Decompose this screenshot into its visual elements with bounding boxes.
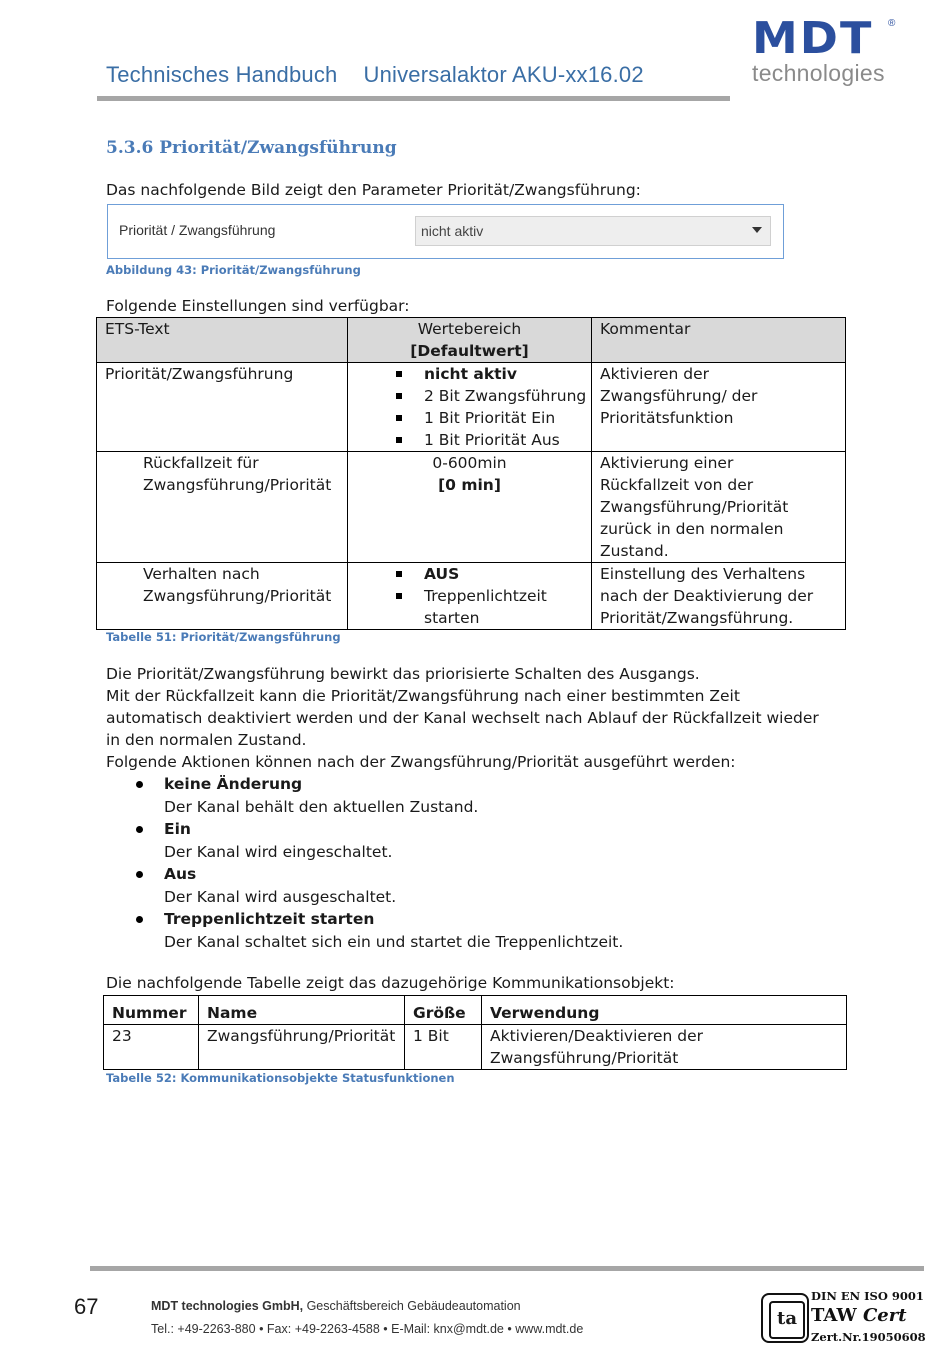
cell-nummer: 23 [104,1025,199,1070]
row-comment: Einstellung des Verhaltens nach der Deaktivierung der Priorität/Zwangsführung. [592,563,846,630]
table-row [97,363,846,452]
body-text-block [106,663,826,953]
option-item: 2 Bit Zwangsführung [396,385,591,407]
cert-standard: DIN EN ISO 9001 [811,1289,924,1303]
row-comment: Aktivierung einer Rückfallzeit von der Zwangsführung/Priorität zurück in den normalen Zustand. [592,452,846,563]
header-range-line1: Wertebereich [417,320,522,338]
row-ets-text: Rückfallzeit für Zwangsführung/Priorität [97,452,348,563]
header-groesse: Größe [405,996,482,1025]
header-name: Name [199,996,405,1025]
list-item [106,863,826,908]
cert-issuer [811,1305,907,1326]
list-item [106,818,826,863]
action-title: keine Änderung [164,775,303,793]
action-desc: Der Kanal wird eingeschaltet. [164,842,393,861]
action-title: Ein [164,820,191,838]
table-row [97,563,846,630]
header-ets-text: ETS-Text [97,318,348,363]
option-item: AUS [396,563,551,585]
section-intro: Das nachfolgende Bild zeigt den Parameter Priorität/Zwangsführung: [106,181,641,199]
cell-verwendung: Aktivieren/Deaktivieren der Zwangsführung/Priorität [482,1025,847,1070]
action-desc: Der Kanal behält den aktuellen Zustand. [164,797,479,816]
actions-list [106,773,826,953]
doc-title: Technisches Handbuch [106,62,338,87]
cert-issuer-name: TAW [811,1305,857,1326]
settings-table-caption: Tabelle 51: Priorität/Zwangsführung [106,630,341,644]
footer-rule [90,1266,924,1271]
footer-company [151,1299,521,1313]
header-rule [97,96,730,101]
row-ets-text: Verhalten nach Zwangsführung/Priorität [97,563,348,630]
settings-intro: Folgende Einstellungen sind verfügbar: [106,297,410,315]
logo-subtitle: technologies [752,60,885,86]
cert-number: Zert.Nr.19050608 [811,1330,926,1344]
paragraph: Folgende Aktionen können nach der Zwangsführung/Priorität ausgeführt werden: [106,753,736,771]
logo-mark: MDT [752,12,874,64]
header-nummer: Nummer [104,996,199,1025]
option-item: nicht aktiv [396,363,591,385]
row-comment: Aktivieren der Zwangsführung/ der Prioritätsfunktion [592,363,846,452]
parameter-figure [107,204,784,259]
option-item: 1 Bit Priorität Aus [396,429,591,451]
action-title: Aus [164,865,197,883]
action-desc: Der Kanal schaltet sich ein und startet die Treppenlichtzeit. [164,932,624,951]
header-verwendung: Verwendung [482,996,847,1025]
list-item [106,773,826,818]
parameter-dropdown-value: nicht aktiv [421,223,484,239]
table-header-row [104,996,847,1025]
parameter-dropdown[interactable] [415,216,771,246]
cell-groesse: 1 Bit [405,1025,482,1070]
company-division: Geschäftsbereich Gebäudeautomation [303,1299,521,1313]
option-item: 1 Bit Priorität Ein [396,407,591,429]
objects-table [103,995,847,1070]
row-range [348,452,592,563]
chevron-down-icon[interactable] [752,227,762,233]
cert-issuer-suffix: Cert [862,1305,907,1326]
registered-mark: ® [888,18,896,29]
parameter-label: Priorität / Zwangsführung [119,222,276,238]
table-header-row [97,318,846,363]
footer-contact: Tel.: +49-2263-880 • Fax: +49-2263-4588 • E-Mail: knx@mdt.de • www.mdt.de [151,1322,584,1336]
range-value: 0-600min [432,454,507,472]
action-title: Treppenlichtzeit starten [164,910,375,928]
header-comment: Kommentar [592,318,846,363]
paragraph: Mit der Rückfallzeit kann die Priorität/Zwangsführung nach einer bestimmten Zeit automatisch deaktiviert werden und der Kanal wechselt nach Ablauf der Rückfallzeit wieder in den normalen Zustand. [106,687,819,749]
figure-caption: Abbildung 43: Priorität/Zwangsführung [106,263,361,277]
range-default: [0 min] [438,476,501,494]
product-title: Universalaktor AKU-xx16.02 [363,62,644,87]
cell-name: Zwangsführung/Priorität [199,1025,405,1070]
page-number: 67 [74,1294,99,1319]
settings-table [96,317,846,630]
paragraph: Die Priorität/Zwangsführung bewirkt das priorisierte Schalten des Ausgangs. [106,665,700,683]
table-row [97,452,846,563]
mdt-logo [752,12,902,92]
header-title [106,62,644,88]
cert-mark: ta [769,1301,805,1339]
row-options [348,363,592,452]
objects-intro: Die nachfolgende Tabelle zeigt das dazugehörige Kommunikationsobjekt: [106,974,675,992]
row-options [348,563,592,630]
header-range [348,318,592,363]
objects-table-caption: Tabelle 52: Kommunikationsobjekte Statusfunktionen [106,1071,455,1085]
list-item [106,908,826,953]
action-desc: Der Kanal wird ausgeschaltet. [164,887,397,906]
section-heading: 5.3.6 Priorität/Zwangsführung [106,138,397,158]
header-range-line2: [Defaultwert] [410,342,529,360]
certification-logo [761,1293,809,1343]
table-row [104,1025,847,1070]
option-item: Treppenlichtzeit starten [396,585,551,629]
row-ets-text: Priorität/Zwangsführung [97,363,348,452]
company-name: MDT technologies GmbH, [151,1299,304,1313]
